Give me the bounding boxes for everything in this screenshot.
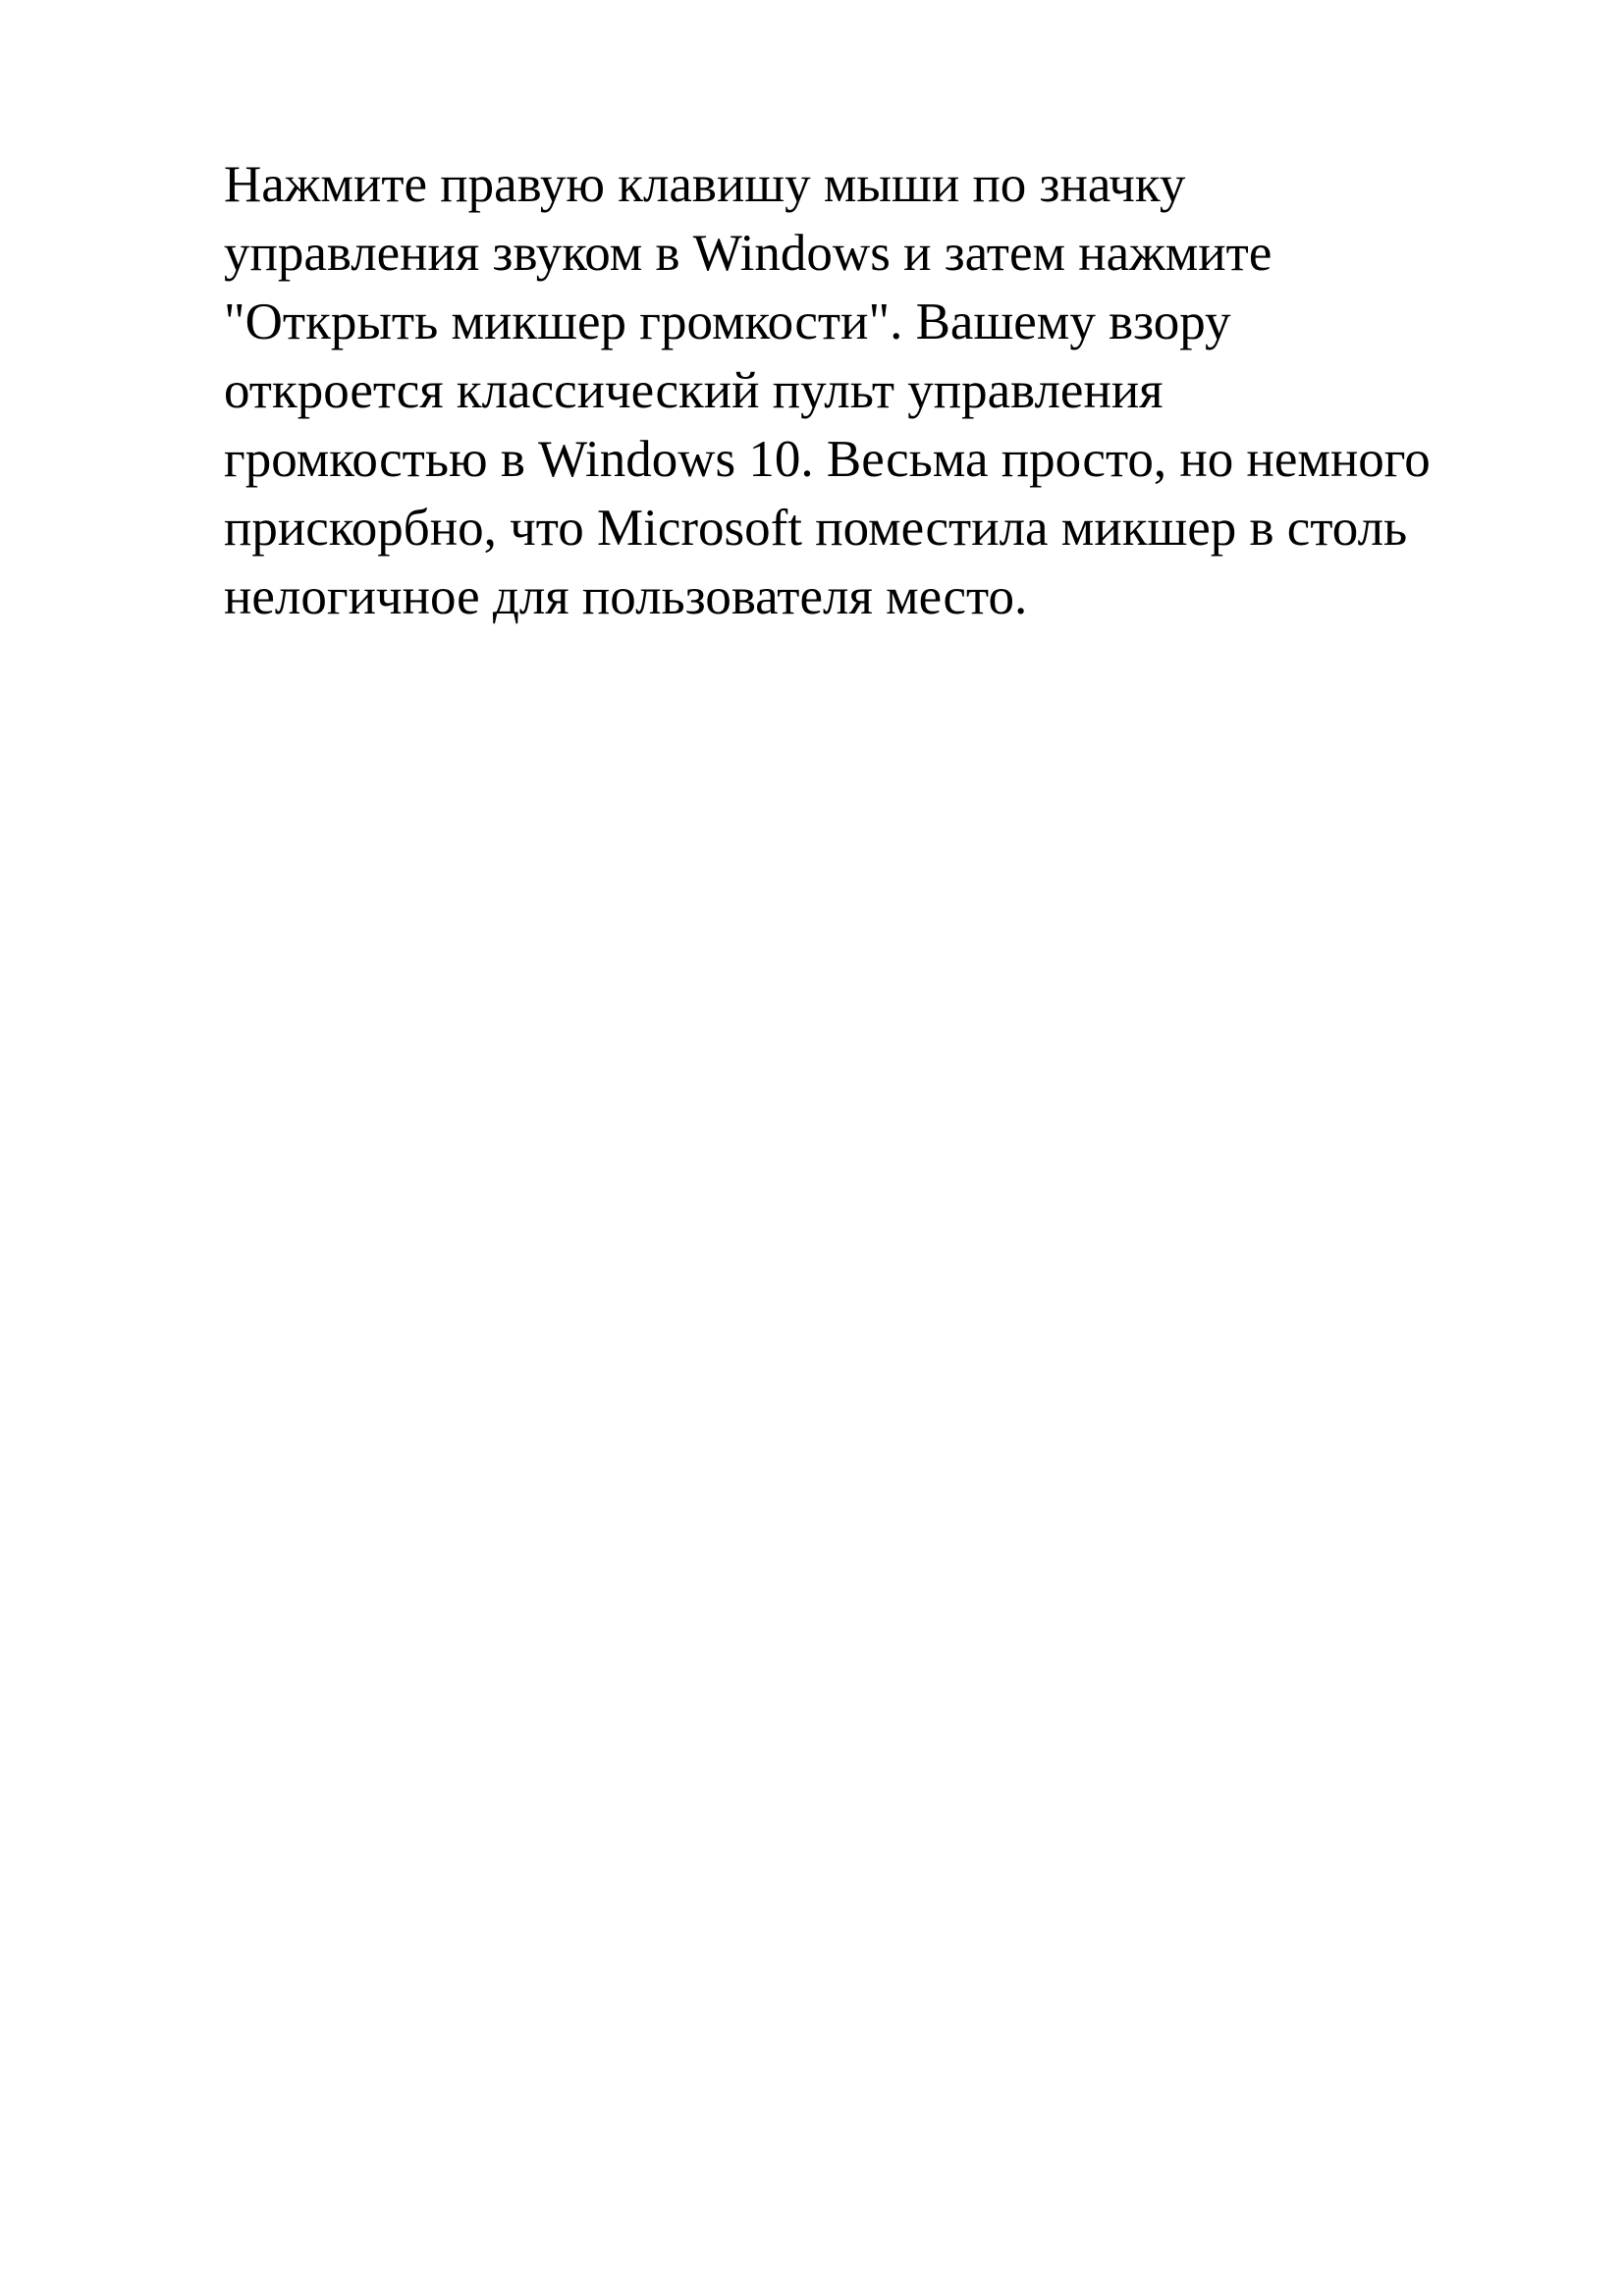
paragraph-line-3: "Открыть микшер громкости". Вашему взору [224,294,1231,350]
paragraph-line-4: откроется классический пульт управления [224,362,1164,419]
paragraph-line-2: управления звуком в Windows и затем нажмите [224,225,1272,282]
paragraph-line-5: громкостью в Windows 10. Весьма просто, но немного [224,431,1431,488]
paragraph [224,150,1530,631]
paragraph-line-6: прискорбно, что Microsoft поместила микшер в столь [224,500,1408,557]
paragraph-line-7: нелогичное для пользователя место. [224,568,1028,625]
paragraph-line-1: Нажмите правую клавишу мыши по значку [224,156,1186,213]
